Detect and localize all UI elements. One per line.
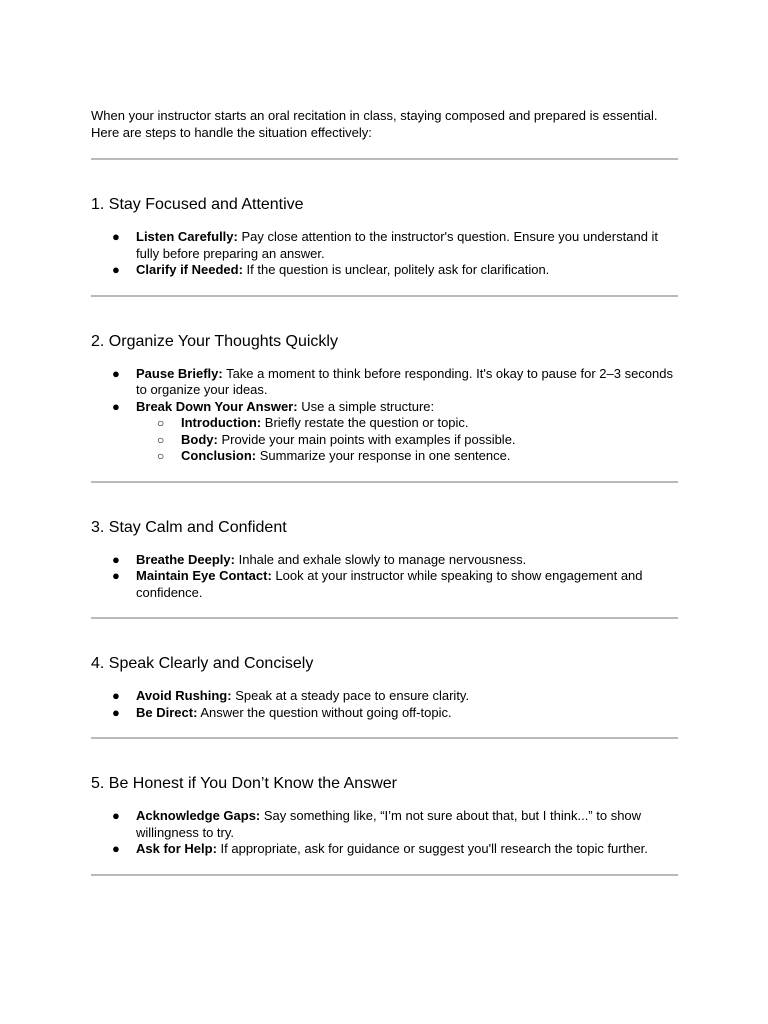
divider: [91, 481, 678, 483]
list-item: [91, 229, 678, 262]
item-text: Speak at a steady pace to ensure clarity.: [231, 688, 470, 703]
list-item: [91, 262, 678, 279]
section-1-title: 1. Stay Focused and Attentive: [91, 196, 304, 213]
section-5-title: 5. Be Honest if You Don’t Know the Answer: [91, 775, 397, 792]
item-label: Break Down Your Answer:: [136, 398, 298, 414]
item-label: Be Direct:: [136, 704, 198, 720]
bullet-icon: ●: [112, 808, 120, 823]
bullet-icon: ●: [112, 551, 120, 567]
divider: [91, 737, 678, 739]
document-page: [91, 108, 678, 876]
bullet-icon: ●: [112, 688, 120, 703]
item-text: Take a moment to think before responding. It's okay to pause for 2–3 seconds to organize your ideas.: [136, 365, 673, 397]
divider: [91, 617, 678, 619]
item-label: Conclusion:: [181, 448, 257, 463]
section-3-list: [91, 552, 678, 602]
bullet-icon: ●: [112, 262, 120, 277]
item-text: Provide your main points with examples if possible.: [217, 431, 516, 447]
hollow-bullet-icon: ○: [157, 416, 165, 430]
divider: [91, 158, 678, 160]
item-label: Introduction:: [181, 415, 262, 430]
item-label: Pause Briefly:: [136, 365, 223, 381]
item-text: Look at your instructor while speaking to show engagement and confidence.: [136, 568, 643, 600]
list-item: [91, 808, 678, 841]
divider: [91, 874, 678, 876]
item-text: If appropriate, ask for guidance or suggest you'll research the topic further.: [216, 841, 648, 856]
section-3-title: 3. Stay Calm and Confident: [91, 518, 287, 536]
item-label: Acknowledge Gaps:: [136, 808, 261, 823]
list-item: [91, 688, 678, 705]
bullet-icon: ●: [112, 398, 120, 414]
bullet-icon: ●: [112, 568, 120, 583]
item-label: Listen Carefully:: [136, 229, 238, 244]
sub-list-item: [136, 415, 678, 432]
item-text: Summarize your response in one sentence.: [256, 448, 511, 463]
item-label: Body:: [181, 431, 218, 447]
list-item: [91, 552, 678, 569]
sub-list-item: [136, 432, 678, 449]
hollow-bullet-icon: ○: [157, 449, 165, 463]
list-item: [91, 568, 678, 601]
section-1-list: [91, 229, 678, 279]
item-text: Say something like, “I’m not sure about that, but I think...” to show willingness to try.: [136, 808, 642, 840]
item-label: Avoid Rushing:: [136, 688, 232, 703]
item-label: Maintain Eye Contact:: [136, 568, 272, 583]
divider: [91, 295, 678, 297]
sub-list: [136, 415, 678, 465]
bullet-icon: ●: [112, 365, 120, 381]
list-item: [91, 841, 678, 858]
item-text: Answer the question without going off-topic.: [197, 704, 452, 720]
section-2-title: 2. Organize Your Thoughts Quickly: [91, 332, 338, 350]
intro-paragraph: When your instructor starts an oral recitation in class, staying composed and prepared is essential. Here are steps to handle the situation effectively:: [91, 108, 658, 140]
bullet-icon: ●: [112, 841, 120, 856]
item-text: Pay close attention to the instructor's question. Ensure you understand it fully before preparing an answer.: [136, 229, 659, 261]
section-4-list: [91, 688, 678, 721]
item-label: Breathe Deeply:: [136, 551, 235, 567]
item-text: Inhale and exhale slowly to manage nervousness.: [234, 551, 527, 567]
item-text: Briefly restate the question or topic.: [261, 415, 469, 430]
list-item: [91, 705, 678, 722]
hollow-bullet-icon: ○: [157, 432, 165, 447]
bullet-icon: ●: [112, 704, 120, 720]
section-5-list: [91, 808, 678, 858]
list-item: [91, 399, 678, 465]
item-text: Use a simple structure:: [297, 398, 435, 414]
section-2-list: [91, 366, 678, 465]
list-item: [91, 366, 678, 399]
item-label: Clarify if Needed:: [136, 262, 243, 277]
item-label: Ask for Help:: [136, 841, 217, 856]
sub-list-item: [136, 448, 678, 465]
section-4-title: 4. Speak Clearly and Concisely: [91, 655, 314, 672]
bullet-icon: ●: [112, 229, 120, 244]
item-text: If the question is unclear, politely ask for clarification.: [242, 262, 550, 277]
